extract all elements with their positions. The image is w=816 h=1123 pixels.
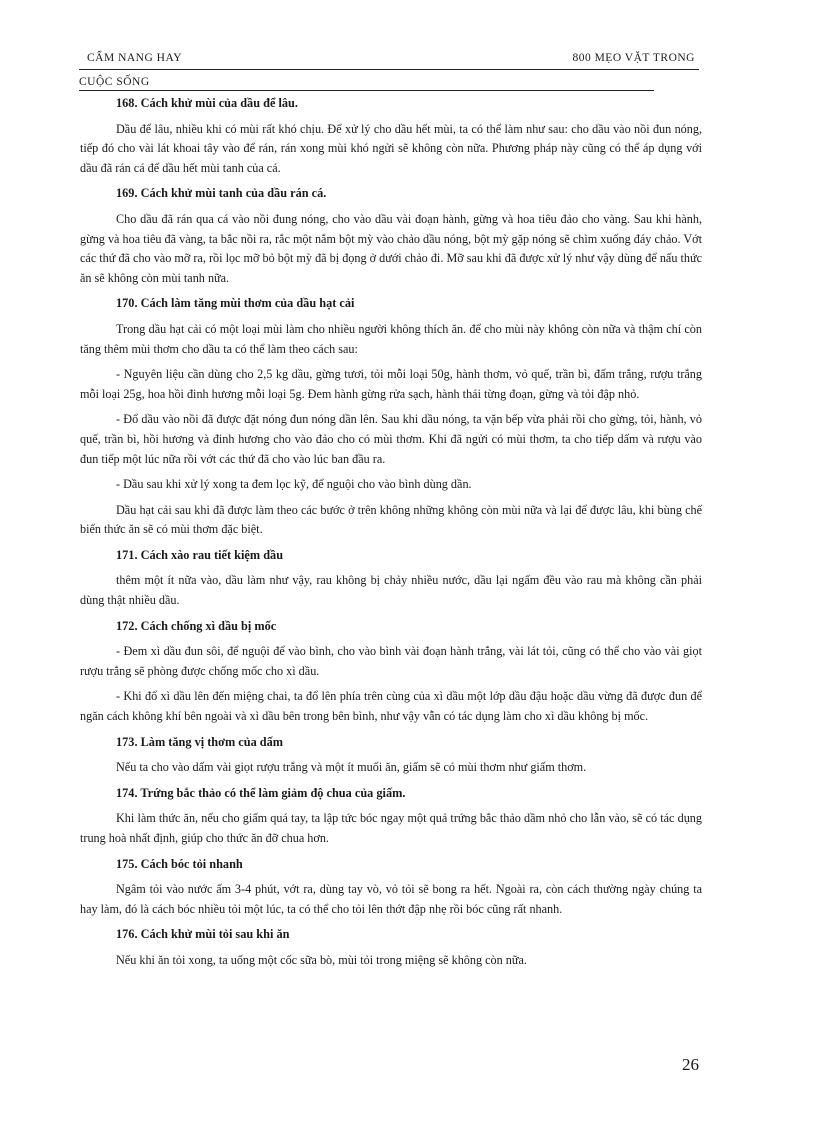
header-second-line: CUỘC SỐNG [79,70,654,91]
tip-heading: 172. Cách chống xì dầu bị mốc [116,618,277,633]
tip-section [80,546,702,611]
tip-paragraph: Nếu khi ăn tỏi xong, ta uống một cốc sữa bò, mùi tỏi trong miệng sẽ không còn nữa. [116,952,527,967]
tip-heading: 168. Cách khử mùi của dầu để lâu. [116,96,298,110]
header-first-line [79,52,699,70]
tip-heading: 173. Làm tăng vị thơm của dấm [116,734,284,749]
tip-paragraph: Dầu hạt cải sau khi đã được làm theo các bước ở trên không những không còn mùi nữa và lại để được lâu, khi bùng chế biến thức ăn sẽ có mùi thơm đặc biệt. [80,502,702,537]
tip-paragraph: - Dầu sau khi xử lý xong ta đem lọc kỹ, để nguội cho vào bình dùng dần. [116,477,472,492]
tip-section [80,184,702,288]
tip-heading: 171. Cách xào rau tiết kiệm dầu [116,547,284,562]
tip-paragraph: Dầu để lâu, nhiều khi có mùi rất khó chịu. Để xử lý cho dầu hết mùi, ta có thể làm như sau: cho dầu vào nồi đun nóng, tiếp đó cho vài lát khoai tây vào để rán, rán xong mùi khó ngửi sẽ không còn nữa. Phương pháp này cũng có thể áp dụng với dầu đã rán cá để dầu hết mùi tanh của cá. [80,121,702,175]
tip-section [80,294,702,540]
tip-heading: 170. Cách làm tăng mùi thơm của dầu hạt cải [116,296,355,311]
tip-section [80,617,702,727]
tip-paragraph: - Đổ dầu vào nồi đã được đặt nóng đun nóng dần lên. Sau khi dầu nóng, ta vặn bếp vừa phải rồi cho gừng, tỏi, hành, vỏ quế, trần bì, hồi hương và đinh hương cho vào đảo cho có mùi thơm. Khi đã ngửi có mùi thơm, ta cho tiếp dấm và rượu vào đun tiếp một lúc nữa rồi vớt các thứ đã cho vào lúc ban đầu ra. [80,412,702,466]
page-header [79,52,699,91]
tip-paragraph: Trong dầu hạt cải có một loại mùi làm cho nhiều người không thích ăn. để cho mùi này không còn nữa và thậm chí còn tăng thêm mùi thơm cho dầu ta có thể làm theo cách sau: [80,321,702,356]
tip-paragraph: Ngâm tỏi vào nước ấm 3-4 phút, vớt ra, dùng tay vò, vỏ tỏi sẽ bong ra hết. Ngoài ra, còn cách thường ngày chúng ta hay làm, đó là cách bóc nhiều tỏi một lúc, ta có thể cho tỏi lên thớt đập nhẹ rồi bóc cũng rất nhanh. [80,882,702,916]
tip-paragraph: - Nguyên liệu cần dùng cho 2,5 kg dầu, gừng tươi, tỏi mỗi loại 50g, hành thơm, vỏ quế, trần bì, đấm trắng, rượu trắng mỗi loại 25g, hoa hồi đinh hương mỗi loại 5g. Đem hành gừng rửa sạch, hành thái từng đoạn, gừng và tỏi đập nhỏ. [80,367,702,401]
header-book-title: CẨM NANG HAY [87,52,183,64]
header-book-subtitle: 800 MẸO VẶT TRONG [572,52,695,64]
tip-section [80,925,702,970]
tip-heading: 174. Trứng bắc thảo có thể làm giảm độ chua của giấm. [116,785,406,800]
tip-paragraph: Nếu ta cho vào dấm vài giọt rượu trắng và một ít muối ăn, giấm sẽ có mùi thơm như giấm thơm. [116,760,587,775]
tip-paragraph: thêm một ít nữa vào, dầu làm như vậy, rau không bị chảy nhiều nước, dầu lại ngấm đều vào rau mà không cần phải dùng thật nhiều dầu. [80,573,702,608]
tip-section [80,733,702,778]
tip-paragraph: Cho dầu đã rán qua cá vào nồi đung nóng, cho vào dầu vài đoạn hành, gừng và hoa tiêu đảo cho vàng. Sau khi hành, gừng và hoa tiêu đã vàng, ta bắc nồi ra, rắc một nắm bột mỳ vào chảo dầu nóng, bột mỳ gặp nóng sẽ chìm xuống đáy chảo. Vớt các thứ đã cho vào mỡ ra, rồi lọc mỡ bỏ bột mỳ đã bị đọng ở dưới chảo đi. Mỡ sau khi đã được xử lý như vậy dùng để nấu thức ăn sẽ không còn mùi tanh nữa. [80,211,702,285]
tip-section [80,784,702,849]
tip-section [80,94,702,178]
tip-heading: 169. Cách khử mùi tanh của dầu rán cá. [116,186,327,201]
tip-heading: 176. Cách khử mùi tỏi sau khi ăn [116,927,290,942]
tip-paragraph: - Khi đổ xì dầu lên đến miệng chai, ta đổ lên phía trên cùng của xì dầu một lớp dầu đậu hoặc dầu vừng đã được đun để ngăn cách không khí bên ngoài và xì dầu bên trong bên bình, như vậy vẫn có tác dụng làm cho xì dầu không bị mốc. [80,689,702,724]
tip-section [80,855,702,920]
tip-paragraph: Khi làm thức ăn, nếu cho giấm quá tay, ta lập tức bóc ngay một quả trứng bắc thảo dầm nhỏ cho lẫn vào, sẽ có tác dụng trung hoà nhất định, giúp cho thức ăn đỡ chua hơn. [80,811,702,845]
tip-heading: 175. Cách bóc tỏi nhanh [116,856,243,871]
page-number: 26 [682,1055,699,1074]
tip-paragraph: - Đem xì dầu đun sôi, để nguội để vào bình, cho vào bình vài đoạn hành trắng, vài lát tỏi, cũng có thể cho vào vài giọt rượu trắng sẽ phòng được chống mốc cho xì dầu. [80,644,702,678]
document-body [80,94,702,977]
